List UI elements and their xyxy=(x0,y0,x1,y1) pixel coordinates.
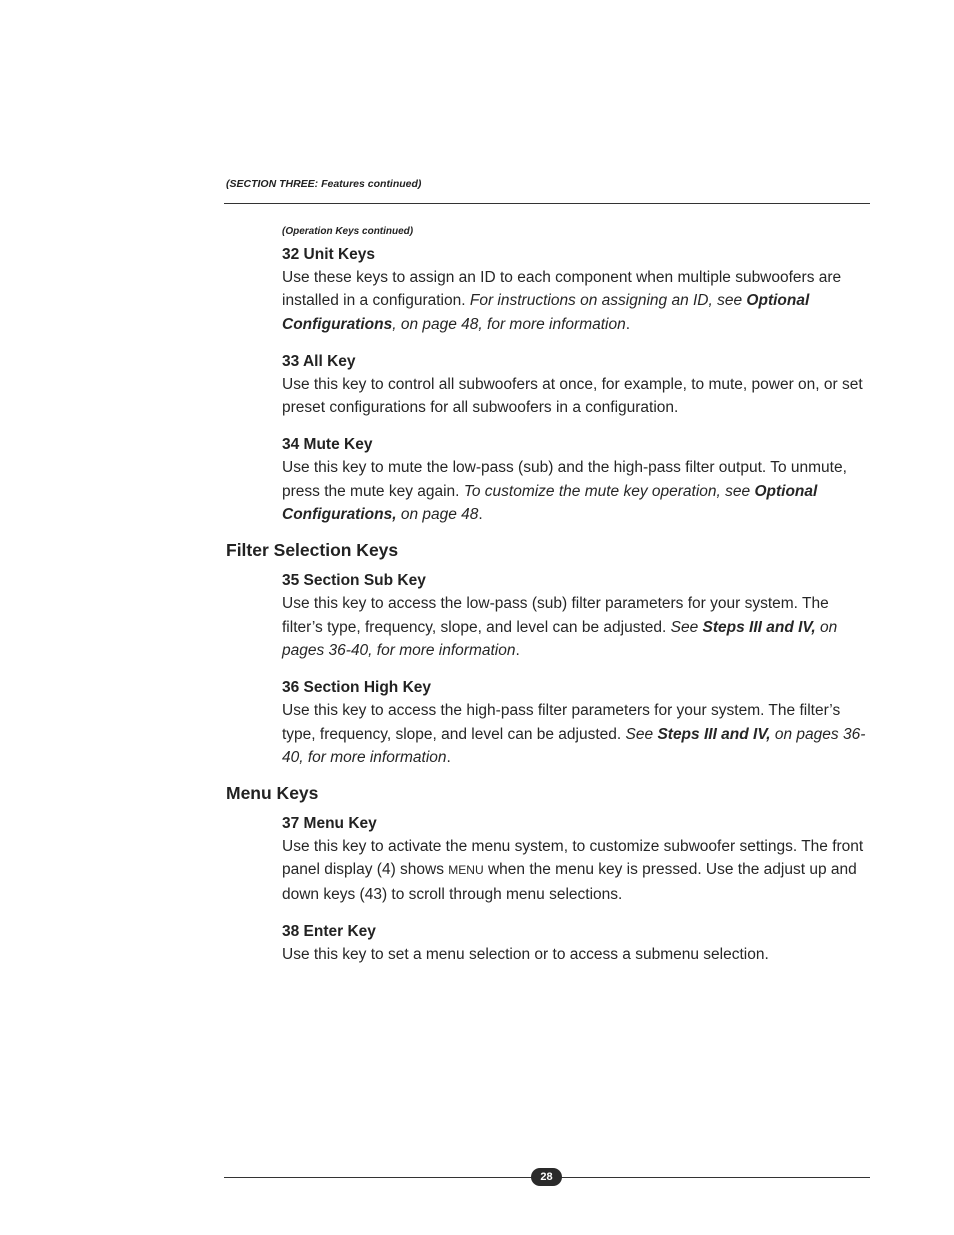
section-heading-filter-selection-keys: Filter Selection Keys xyxy=(226,540,399,561)
item-body: Use this key to mute the low-pass (sub) and the high-pass filter output. To unmute, press the mute key again. To customize the mute key operation, see Optional Configurations, on page 48. xyxy=(282,459,847,524)
item-title: 34 Mute Key xyxy=(282,436,373,454)
page-content xyxy=(226,226,870,980)
item-body: Use this key to activate the menu system, to customize subwoofer settings. The front panel display (4) shows MENU when the menu key is pressed. Use the adjust up and down keys (43) to scroll through menu selections. xyxy=(282,838,864,903)
item-38-enter-key xyxy=(282,920,870,966)
item-body: Use these keys to assign an ID to each component when multiple subwoofers are installed in a configuration. For instructions on assigning an ID, see Optional Configurations, on page 48, for more information. xyxy=(282,269,842,333)
item-33-all-key xyxy=(282,350,870,420)
item-title: 32 Unit Keys xyxy=(282,246,376,263)
page-number-badge: 28 xyxy=(531,1168,562,1186)
item-34-mute-key xyxy=(282,433,870,526)
item-title: 37 Menu Key xyxy=(282,815,377,833)
section-heading-menu-keys: Menu Keys xyxy=(226,783,319,804)
continued-label: (Operation Keys continued) xyxy=(282,226,414,237)
header-rule xyxy=(224,203,870,204)
item-title: 35 Section Sub Key xyxy=(282,572,426,590)
item-title: 33 All Key xyxy=(282,352,356,370)
item-32-unit-keys xyxy=(282,243,870,336)
item-body: Use this key to access the low-pass (sub) filter parameters for your system. The filter’s type, frequency, slope, and level can be adjusted. See Steps III and IV, on pages 36-40, for more information. xyxy=(282,595,838,659)
item-35-section-sub-key xyxy=(282,569,870,662)
item-body: Use this key to access the high-pass filter parameters for your system. The filter’s type, frequency, slope, and level can be adjusted. See Steps III and IV, on pages 36-40, for more information. xyxy=(282,702,866,766)
item-body: Use this key to set a menu selection or to access a submenu selection. xyxy=(282,946,769,964)
running-head: (SECTION THREE: Features continued) xyxy=(226,178,422,190)
item-title: 36 Section High Key xyxy=(282,679,432,697)
menu-display-text: MENU xyxy=(448,863,484,878)
item-36-section-high-key xyxy=(282,676,870,769)
item-title: 38 Enter Key xyxy=(282,923,376,941)
item-body: Use this key to control all subwoofers at once, for example, to mute, power on, or set preset configurations for all subwoofers in a configuration. xyxy=(282,375,863,417)
item-37-menu-key xyxy=(282,812,870,906)
